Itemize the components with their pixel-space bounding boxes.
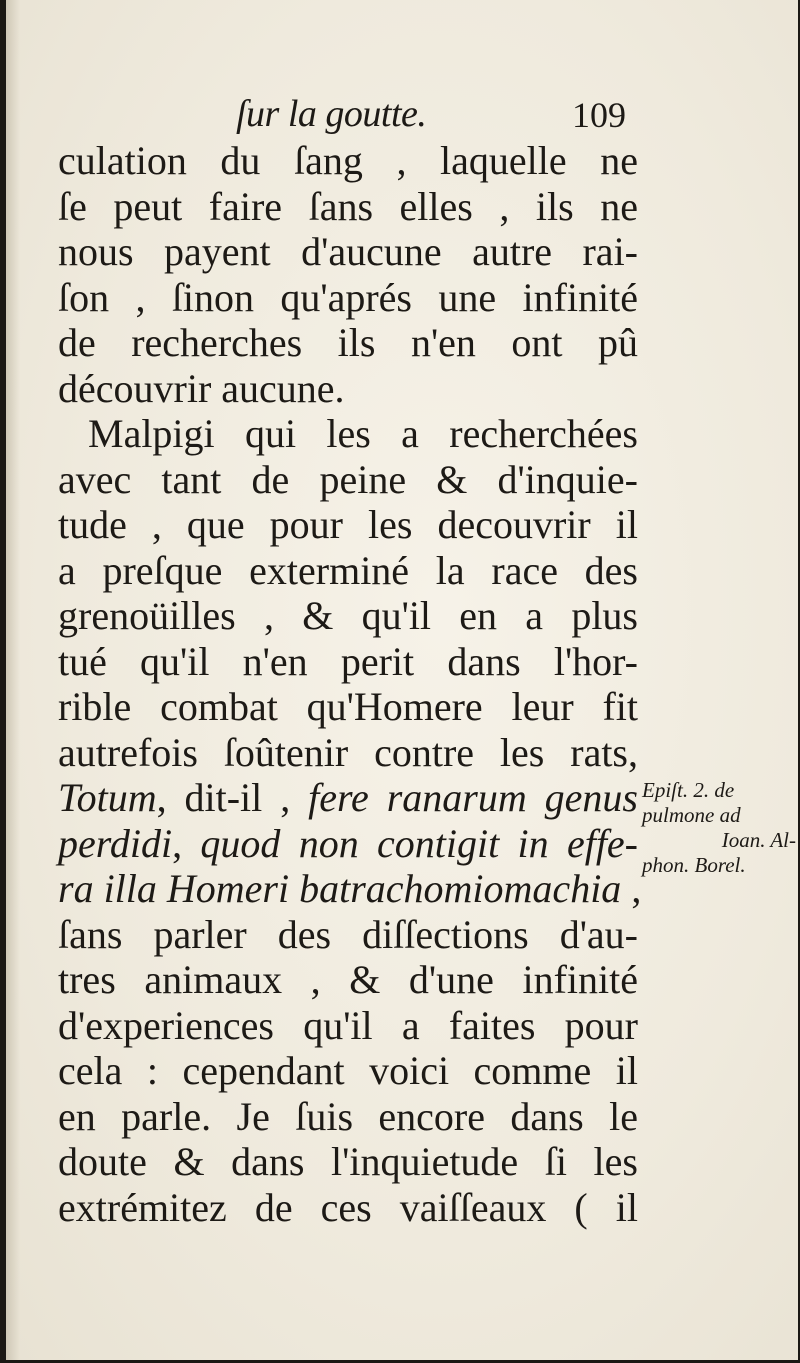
text-line: découvrir aucune. xyxy=(58,365,345,411)
citation-line: Epiſt. 2. de xyxy=(642,778,735,802)
latin-quote-line xyxy=(58,821,638,867)
citation-line: pulmone ad xyxy=(642,803,741,827)
text-line: nous payent d'aucune autre rai- xyxy=(58,229,638,274)
latin-roman-text: , xyxy=(172,820,201,866)
body-text xyxy=(58,138,642,1230)
latin-text: quod non contigit in effe- xyxy=(200,820,638,866)
text-line: cela : cependant voici comme il xyxy=(58,1048,638,1093)
book-page xyxy=(6,0,798,1360)
latin-roman-text: , xyxy=(621,866,642,911)
text-line: ſe peut faire ſans elles , ils ne xyxy=(58,183,638,229)
latin-word: ra illa Homeri batrachomiomachia xyxy=(58,866,622,911)
latin-text: fere ranarum genus xyxy=(308,775,638,820)
text-line: rible combat qu'Homere leur fit xyxy=(58,684,638,729)
text-line: culation du ſang , laquelle ne xyxy=(58,138,638,183)
text-line: avec tant de peine & d'inquie- xyxy=(58,456,638,502)
text-line: grenoüilles , & qu'il en a plus xyxy=(58,593,638,638)
text-line: doute & dans l'inquietude ſi les xyxy=(58,1139,638,1184)
text-line: Malpigi qui les a recherchées xyxy=(88,411,638,456)
text-line: tué qu'il n'en perit dans l'hor- xyxy=(58,638,638,684)
running-title: ſur la goutte. xyxy=(236,93,427,135)
text-line: d'experiences qu'il a faites pour xyxy=(58,1002,638,1048)
latin-quote-line xyxy=(58,775,638,821)
latin-quote-line xyxy=(58,866,642,912)
text-line: de recherches ils n'en ont pû xyxy=(58,320,638,365)
text-line: tres animaux , & d'une infinité xyxy=(58,957,638,1002)
citation-line: phon. Borel. xyxy=(642,853,746,877)
page-number: 109 xyxy=(572,95,626,135)
text-line: ſon , ſinon qu'aprés une infinité xyxy=(58,274,638,320)
text-line: en parle. Je ſuis encore dans le xyxy=(58,1093,638,1139)
marginal-citation xyxy=(642,778,800,878)
text-line: ſans parler des diſſections d'au- xyxy=(58,911,638,957)
page-header xyxy=(236,92,626,142)
text-line: a preſque exterminé la race des xyxy=(58,547,638,593)
citation-line: Ioan. Al- xyxy=(721,828,796,852)
latin-roman-text: , dit-il , xyxy=(156,775,309,820)
text-line: extrémitez de ces vaiſſeaux ( il xyxy=(58,1184,638,1230)
latin-word: perdidi xyxy=(58,820,173,866)
text-line: tude , que pour les decouvrir il xyxy=(58,502,638,547)
latin-word: Totum xyxy=(58,775,157,820)
text-line: autrefois ſoûtenir contre les rats, xyxy=(58,729,638,775)
